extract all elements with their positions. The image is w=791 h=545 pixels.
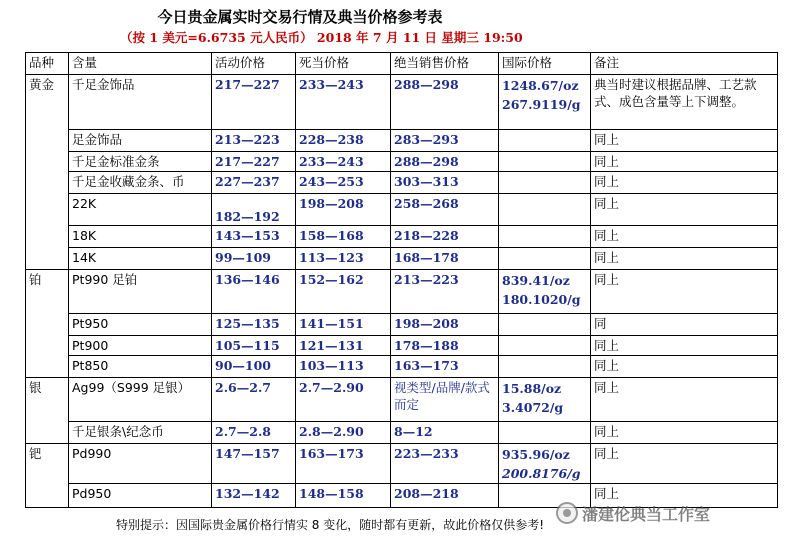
note: 同上: [591, 484, 778, 508]
note: 同: [591, 314, 778, 336]
metal-category: 铂: [26, 270, 69, 378]
intl-price: [499, 248, 591, 270]
header-active-price: 活动价格: [212, 53, 296, 75]
intl-price-oz: 839.41/oz: [502, 273, 570, 288]
sale-price: 303—313: [391, 172, 499, 194]
table-row: [26, 270, 778, 314]
active-price: 182—192: [212, 194, 296, 226]
intl-price: [499, 130, 591, 152]
item-content: Pt850: [69, 356, 212, 378]
page-title: 今日贵金属实时交易行情及典当价格参考表: [157, 8, 443, 26]
table-row: [26, 444, 778, 484]
note: 同上: [591, 152, 778, 172]
intl-price: [499, 194, 591, 226]
intl-price: [499, 378, 591, 422]
dead-price: 2.7—2.90: [296, 378, 391, 422]
sale-price: 208—218: [391, 484, 499, 508]
watermark-text: 潘建伦典当工作室: [582, 504, 711, 524]
note: 同上: [591, 248, 778, 270]
intl-price: [499, 336, 591, 356]
intl-price: [499, 172, 591, 194]
dead-price: 228—238: [296, 130, 391, 152]
active-price: 2.7—2.8: [212, 422, 296, 444]
active-price: 99—109: [212, 248, 296, 270]
dead-price: 121—131: [296, 336, 391, 356]
sale-price: 178—188: [391, 336, 499, 356]
dead-price: 158—168: [296, 226, 391, 248]
sale-price: 288—298: [391, 75, 499, 130]
note: 同上: [591, 226, 778, 248]
dead-price: 163—173: [296, 444, 391, 484]
sale-price: 218—228: [391, 226, 499, 248]
intl-price-oz: 1248.67/oz: [502, 78, 579, 93]
header-category: 品种: [26, 53, 69, 75]
dead-price: 152—162: [296, 270, 391, 314]
dead-price: 243—253: [296, 172, 391, 194]
footer-note: 特别提示：因国际贵金属价格行情实 8 变化，随时都有更新，故此价格仅供参考!: [115, 518, 545, 532]
note: 同上: [591, 336, 778, 356]
sale-price: 223—233: [391, 444, 499, 484]
intl-price: [499, 422, 591, 444]
dead-price: 233—243: [296, 152, 391, 172]
note: 同上: [591, 422, 778, 444]
sale-price: 283—293: [391, 130, 499, 152]
item-content: 千足金饰品: [69, 75, 212, 130]
item-content: Pt950: [69, 314, 212, 336]
table-row: [26, 248, 778, 270]
item-content: Pt900: [69, 336, 212, 356]
table-row: [26, 336, 778, 356]
sale-price: 213—223: [391, 270, 499, 314]
price-table: [25, 52, 778, 508]
note: 同上: [591, 194, 778, 226]
item-content: Ag99（S999 足银）: [69, 378, 212, 422]
active-price: 2.6—2.7: [212, 378, 296, 422]
note: 同上: [591, 378, 778, 422]
intl-price-g: 200.8176/g: [502, 466, 581, 481]
active-price: 105—115: [212, 336, 296, 356]
sale-price: 258—268: [391, 194, 499, 226]
dead-price: 103—113: [296, 356, 391, 378]
table-row: [26, 172, 778, 194]
note: 同上: [591, 444, 778, 484]
sale-price: 8—12: [391, 422, 499, 444]
wechat-logo-icon: [556, 502, 578, 524]
table-row: [26, 356, 778, 378]
sale-price: 视类型/品牌/款式而定: [391, 378, 499, 422]
intl-price-oz: 15.88/oz: [502, 381, 562, 396]
item-content: 足金饰品: [69, 130, 212, 152]
item-content: 14K: [69, 248, 212, 270]
table-row: [26, 75, 778, 130]
header-dead-price: 死当价格: [296, 53, 391, 75]
watermark: [556, 500, 786, 526]
item-content: 22K: [69, 194, 212, 226]
intl-price-oz: 935.96/oz: [502, 447, 570, 462]
intl-price: [499, 314, 591, 336]
item-content: Pt990 足铂: [69, 270, 212, 314]
table-row: [26, 226, 778, 248]
table-row: [26, 378, 778, 422]
note: 同上: [591, 130, 778, 152]
intl-price: [499, 356, 591, 378]
dead-price: 233—243: [296, 75, 391, 130]
intl-price: [499, 226, 591, 248]
intl-price: [499, 75, 591, 130]
sale-price: 198—208: [391, 314, 499, 336]
note: 同上: [591, 172, 778, 194]
table-row: [26, 422, 778, 444]
active-price: 227—237: [212, 172, 296, 194]
sale-price: 163—173: [391, 356, 499, 378]
header-intl-price: 国际价格: [499, 53, 591, 75]
metal-category: 黄金: [26, 75, 69, 270]
sale-price: 288—298: [391, 152, 499, 172]
active-price: 217—227: [212, 152, 296, 172]
active-price: 217—227: [212, 75, 296, 130]
intl-price: [499, 270, 591, 314]
item-content: 千足金收藏金条、币: [69, 172, 212, 194]
item-content: 千足银条\纪念币: [69, 422, 212, 444]
active-price: 147—157: [212, 444, 296, 484]
table-row: [26, 152, 778, 172]
note: 典当时建议根据品牌、工艺款式、成色含量等上下调整。: [591, 75, 778, 130]
intl-price: [499, 444, 591, 484]
dead-price: 141—151: [296, 314, 391, 336]
intl-price: [499, 152, 591, 172]
note: 同上: [591, 356, 778, 378]
item-content: 千足金标准金条: [69, 152, 212, 172]
item-content: Pd990: [69, 444, 212, 484]
note: 同上: [591, 270, 778, 314]
dead-price: 2.8—2.90: [296, 422, 391, 444]
intl-price-g: 180.1020/g: [502, 292, 581, 307]
header-note: 备注: [591, 53, 778, 75]
active-price: 90—100: [212, 356, 296, 378]
active-price: 125—135: [212, 314, 296, 336]
header-content: 含量: [69, 53, 212, 75]
item-content: 18K: [69, 226, 212, 248]
active-price: 136—146: [212, 270, 296, 314]
intl-price-g: 3.4072/g: [502, 400, 564, 415]
table-row: [26, 130, 778, 152]
metal-category: 银: [26, 378, 69, 444]
intl-price-g: 267.9119/g: [502, 97, 581, 112]
active-price: 132—142: [212, 484, 296, 508]
table-header-row: [26, 53, 778, 75]
metal-category: 钯: [26, 444, 69, 508]
exchange-rate-date: （按 1 美元=6.6735 元人民币） 2018 年 7 月 11 日 星期三 19:50: [120, 30, 523, 45]
table-row: [26, 314, 778, 336]
item-content: Pd950: [69, 484, 212, 508]
sale-price: 168—178: [391, 248, 499, 270]
header-sale-price: 绝当销售价格: [391, 53, 499, 75]
dead-price: 113—123: [296, 248, 391, 270]
dead-price: 148—158: [296, 484, 391, 508]
active-price: 213—223: [212, 130, 296, 152]
dead-price: 198—208: [296, 194, 391, 226]
active-price: 143—153: [212, 226, 296, 248]
table-row: [26, 194, 778, 226]
